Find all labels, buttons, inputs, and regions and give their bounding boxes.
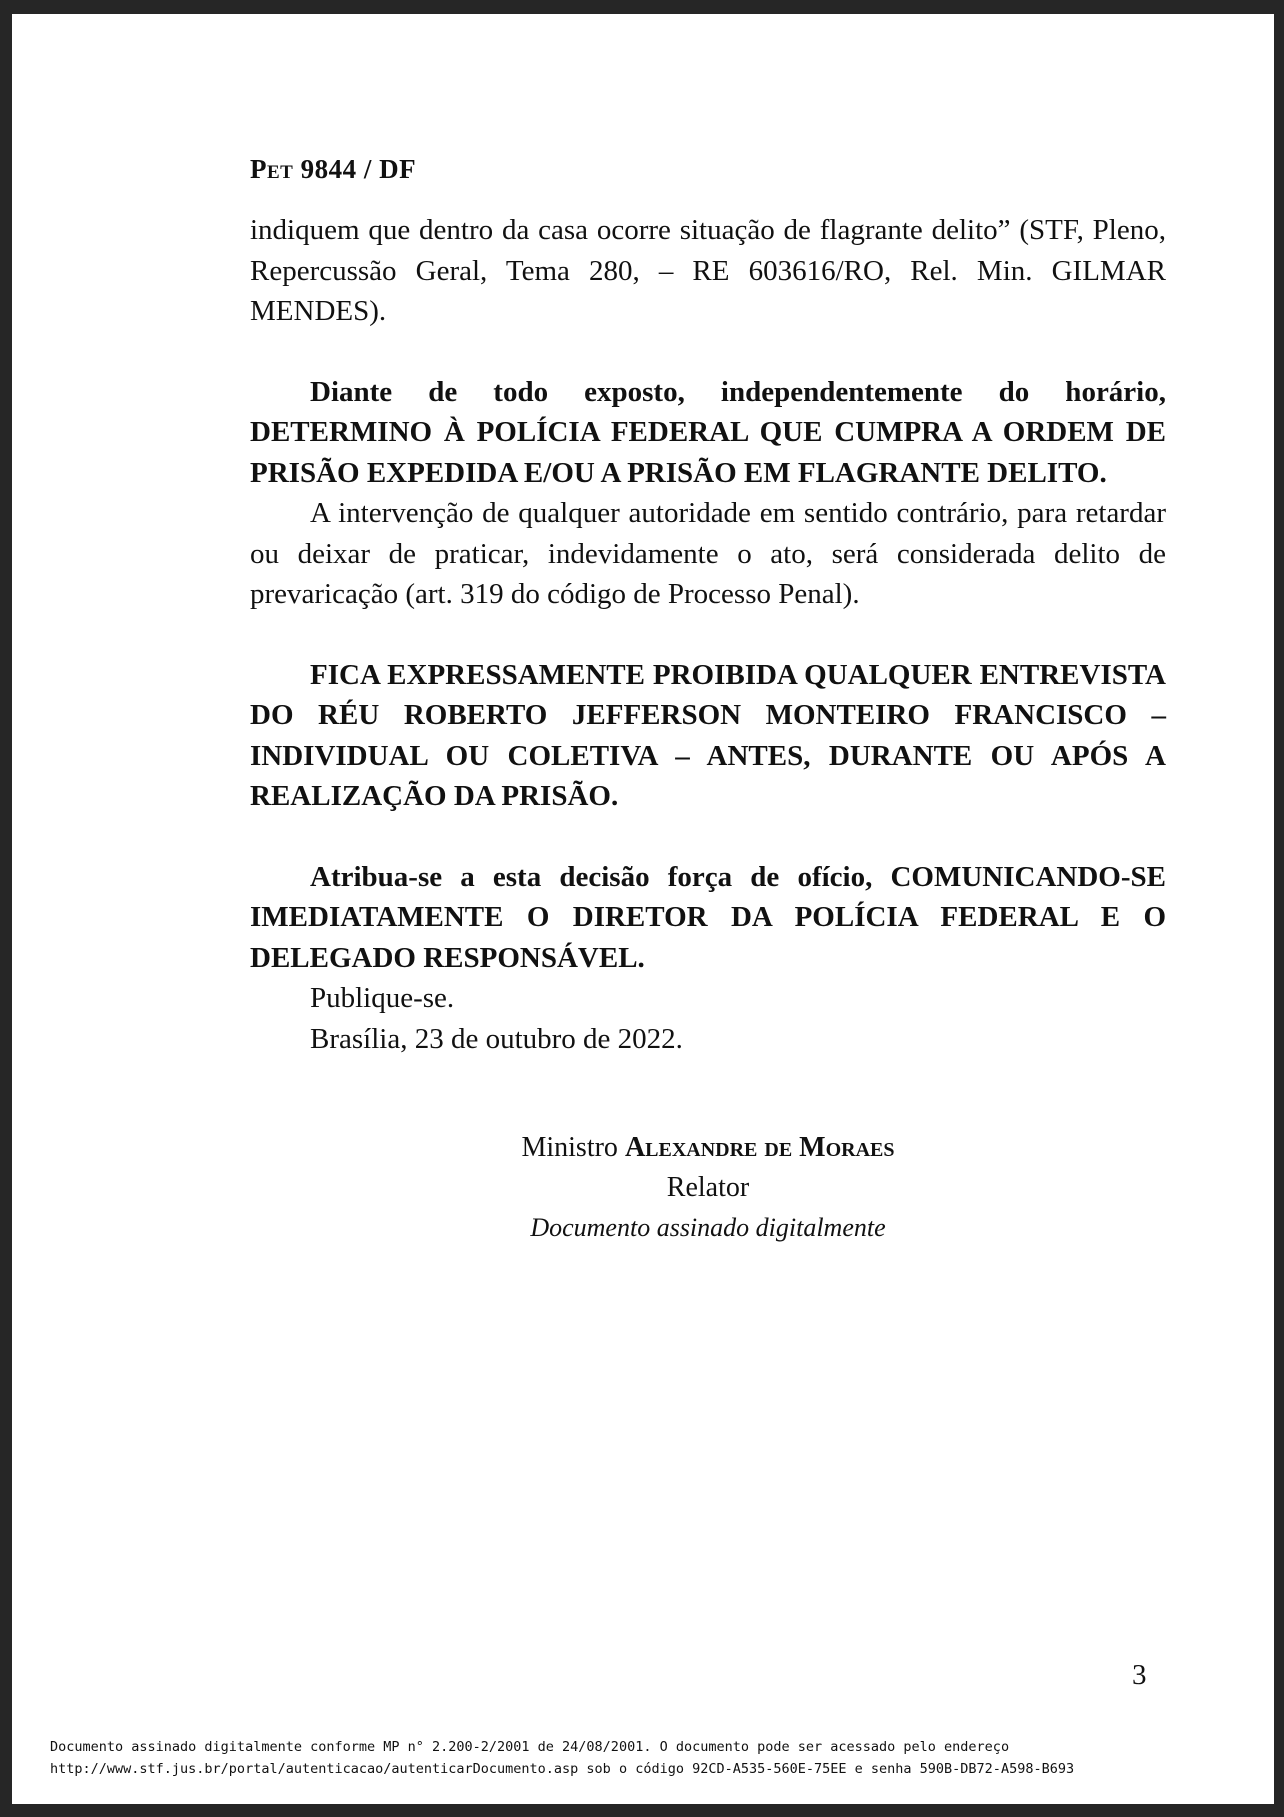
paragraph-citation: indiquem que dentro da casa ocorre situação de flagrante delito” (STF, Pleno, Repercussão Geral, Tema 280, – RE 603616/RO, Rel. Min. GILMAR MENDES).: [250, 214, 1166, 327]
document-page: [12, 14, 1274, 1804]
paragraph-publish: Publique-se.: [310, 982, 455, 1014]
signature-line: [250, 1128, 1166, 1168]
case-header: [250, 154, 416, 185]
document-body: [250, 210, 1166, 1059]
signature-name: Alexandre de Moraes: [624, 1132, 895, 1163]
signature-note: Documento assinado digitalmente: [530, 1213, 886, 1242]
authentication-footer: [50, 1736, 1074, 1780]
paragraph-spacer: [250, 817, 1166, 857]
signature-prefix: Ministro: [521, 1132, 618, 1163]
signature-role: Relator: [666, 1172, 750, 1203]
footer-line-2: http://www.stf.jus.br/portal/autenticacao/autenticarDocumento.asp sob o código 92CD-A535-560E-75EE e senha 590B-DB72-A598-B693: [50, 1761, 1075, 1777]
signature-block: [250, 1128, 1166, 1248]
paragraph-determination: Diante de todo exposto, independentemente do horário, DETERMINO À POLÍCIA FEDERAL QUE CUMPRA A ORDEM DE PRISÃO EXPEDIDA E/OU A PRISÃO EM FLAGRANTE DELITO.: [250, 375, 1166, 489]
paragraph-spacer: [250, 615, 1166, 655]
paragraph-interview-ban: FICA EXPRESSAMENTE PROIBIDA QUALQUER ENTREVISTA DO RÉU ROBERTO JEFFERSON MONTEIRO FRANCISCO – INDIVIDUAL OU COLETIVA – ANTES, DURANTE OU APÓS A REALIZAÇÃO DA PRISÃO.: [250, 658, 1166, 812]
case-title: Pet 9844 / DF: [250, 154, 417, 184]
paragraph-date: Brasília, 23 de outubro de 2022.: [310, 1022, 683, 1055]
footer-line-1: Documento assinado digitalmente conforme MP n° 2.200-2/2001 de 24/08/2001. O documento pode ser acessado pelo endereço: [50, 1739, 1010, 1755]
paragraph-intervention: A intervenção de qualquer autoridade em sentido contrário, para retardar ou deixar de praticar, indevidamente o ato, será considerada delito de prevaricação (art. 319 do código de Processo Penal).: [250, 497, 1166, 610]
paragraph-spacer: [250, 332, 1166, 372]
page-number: 3: [1132, 1659, 1147, 1691]
paragraph-official-force: Atribua-se a esta decisão força de ofício, COMUNICANDO-SE IMEDIATAMENTE O DIRETOR DA POLÍCIA FEDERAL E O DELEGADO RESPONSÁVEL.: [250, 860, 1166, 974]
